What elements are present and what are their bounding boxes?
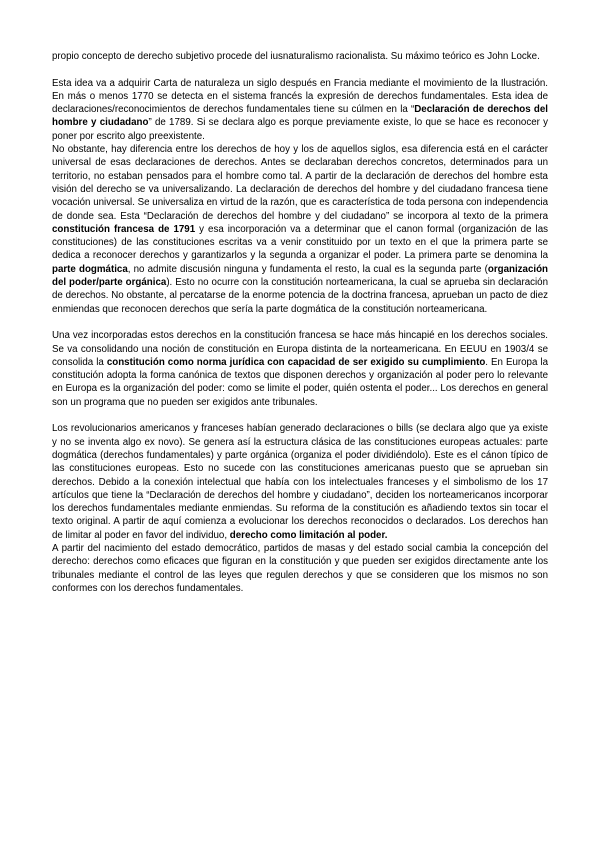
paragraph-spacer (52, 316, 548, 329)
text-run: y esa incorporación va a determinar que el canon formal (organización de las constituciones) de las constituciones escritas va a venir constituido por un texto en el que la primera parte se dedica a reconocer derechos y garantizarlos y la segunda a organizar el poder. La primera parte se denomina la (52, 223, 548, 262)
text-run: Los revolucionarios americanos y franceses habían generado declaraciones o bills (se declara algo que ya existe y no se inventa algo ex novo). Se genera así la estructura clásica de las constituciones europeas actuales: parte dogmática (derechos fundamentales) y parte orgánica (organiza el poder dividiéndolo). Este es el cánon típico de las constituciones europeas. Esto no sucede con las constituciones americanas puesto que se aprueban sin derechos. Debido a la conexión intelectual que había con los intelectuales franceses y el simbolismo de los 17 artículos que tiene la “Declaración de derechos del hombre y ciudadano”, deciden los norteamericanos incorporar los derechos fundamentales mediante enmiendas. Su reforma de la constitución es añadiendo textos sin tocar el texto original. A partir de aquí comienza a evolucionar los derechos reconocidos o declarados. Los derechos han de limitar al poder en favor del individuo, (52, 423, 548, 541)
paragraph-revolucionarios (52, 422, 548, 542)
paragraph-spacer (52, 409, 548, 422)
paragraph-diferencia-derechos (52, 143, 548, 316)
bold-term: constitución francesa de 1791 (52, 223, 196, 235)
bold-term: constitución como norma jurídica con capacidad de ser exigido su cumplimiento (106, 356, 486, 368)
bold-term: derecho como limitación al poder. (229, 529, 388, 541)
text-run: ). Esto no ocurre con la constitución norteamericana, la cual se aprueba sin declaración de derechos. No obstante, al percatarse de la enorme potencia de la doctrina francesa, aprueban un pacto de diez enmiendas que reconocen derechos que sería la parte dogmática de la constitución norteamericana. (52, 277, 549, 315)
text-run: Una vez incorporadas estos derechos en la constitución francesa se hace más hincapié en los derechos sociales. Se va consolidando una noción de constitución en Europa distinta de la norteamericana. En EEUU en 1903/4 se consolida la (52, 330, 548, 368)
bold-term: parte dogmática (52, 263, 128, 275)
paragraph-carta-naturaleza (52, 77, 548, 143)
text-run: A partir del nacimiento del estado democrático, partidos de masas y del estado social cambia la concepción del derecho: derechos como eficaces que figuran en la constitución y que pueden ser exigidos directamente ante los tribunales mediante el control de las leyes que regulen derechos y que se consideren que los mismos no son conformes con los derechos fundamentales. (52, 542, 548, 594)
bold-term: organización del poder/parte orgánica (52, 263, 549, 289)
text-run: ” de 1789. Si se declara algo es porque previamente existe, lo que se hace es reconocer y poner por escrito algo preexistente. (52, 117, 548, 142)
paragraph-derechos-sociales (52, 329, 548, 409)
text-run: No obstante, hay diferencia entre los derechos de hoy y los de aquellos siglos, esa diferencia está en el carácter universal de esas declaraciones de derechos. Antes se declaraban derechos concretos, determinados para un territorio, no estaban pensados para el hombre como tal. A partir de la declaración de derechos del hombre esta visión del derecho se va universalizando. La declaración de derechos del hombre y del ciudadano francesa tiene vocación universal. Se universaliza en virtud de la razón, que es característica de toda persona con independencia de donde sea. Esta “Declaración de derechos del hombre y del ciudadano” se incorpora al texto de la primera (52, 144, 548, 222)
paragraph-locke (52, 50, 548, 63)
text-run: Esta idea va a adquirir Carta de naturaleza un siglo después en Francia mediante el movimiento de la Ilustración. En más o menos 1770 se detecta en el sistema francés la expresión de derechos fundamentales. Esta idea de declaraciones/reconocimientos de derechos fundamentales tiene su cúlmen en la “ (52, 77, 548, 116)
paragraph-estado-democratico (52, 542, 548, 595)
bold-term: Declaración de derechos del hombre y ciudadano (52, 104, 548, 129)
paragraph-spacer (52, 63, 548, 76)
text-run: propio concepto de derecho subjetivo procede del iusnaturalismo racionalista. Su máximo teórico es John Locke. (52, 51, 540, 62)
text-run: , no admite discusión ninguna y fundamenta el resto, la cual es la segunda parte ( (127, 263, 488, 275)
text-run: . En Europa la constitución adopta la forma canónica de textos que disponen derechos y organización al poder pero lo relevante en Europa es la organización del poder: como se limite el poder, quién ostenta el poder... Los derechos en general son un programa que no pueden ser exigidos ante tribunales. (52, 356, 548, 408)
